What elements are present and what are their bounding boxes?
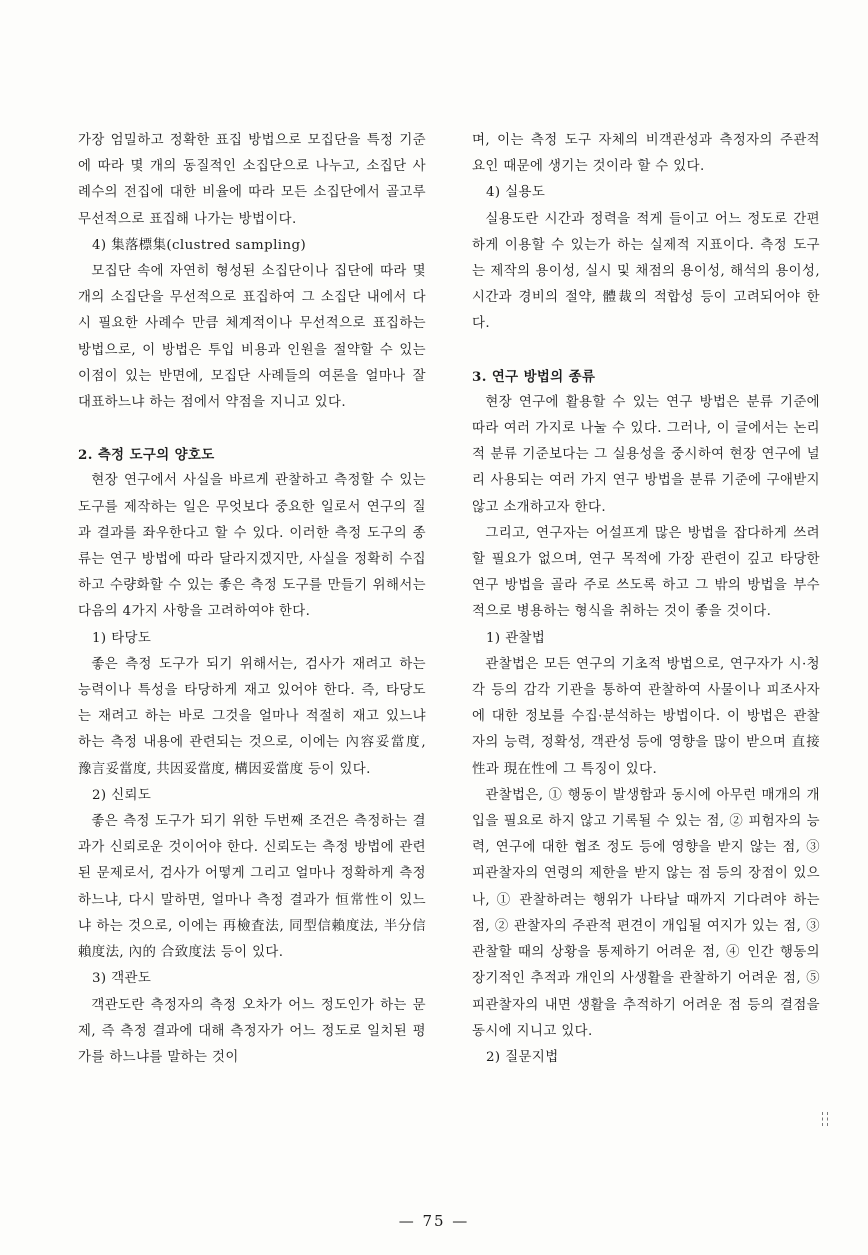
paragraph: 실용도란 시간과 정력을 적게 들이고 어느 정도로 간편하게 이용할 수 있는가 하는 실제적 지표이다. 측정 도구는 제작의 용이성, 실시 및 채점의 용이성, 해석의 용이성, 시간과 경비의 절약, 體裁의 적합성 등이 고려되어야 한다.: [472, 211, 820, 332]
left-column: [78, 128, 426, 1071]
paragraph: 가장 엄밀하고 정확한 표집 방법으로 모집단을 특정 기준에 따라 몇 개의 동질적인 소집단으로 나누고, 소집단 사례수의 전집에 대한 비율에 따라 모든 소집단에서 골고루 무선적으로 표집해 나가는 방법이다.: [78, 133, 426, 227]
subsection-title: 4) 集落標集(clustred sampling): [92, 237, 307, 253]
subsection-title: 4) 실용도: [486, 185, 546, 201]
paragraph: 관찰법은 모든 연구의 기초적 방법으로, 연구자가 시·청각 등의 감각 기관을 통하여 관찰하여 사물이나 피조사자에 대한 정보를 수집·분석하는 방법이다. 이 방법은 관찰자의 능력, 정확성, 객관성 등에 영향을 많이 받으며 直接性과 現在性에 그 특징이 있다.: [472, 656, 820, 777]
binding-mark: [822, 1112, 828, 1126]
subsection-title: 3) 객관도: [92, 971, 152, 987]
paragraph: 현장 연구에 활용할 수 있는 연구 방법은 분류 기준에 따라 여러 가지로 나눌 수 있다. 그러나, 이 글에서는 논리적 분류 기준보다는 그 실용성을 중시하여 현장 연구에 널리 사용되는 여러 가지 연구 방법을 분류 기준에 구애받지 않고 소개하고자 한다.: [472, 394, 820, 515]
paragraph: 현장 연구에서 사실을 바르게 관찰하고 측정할 수 있는 도구를 제작하는 일은 무엇보다 중요한 일로서 연구의 질과 결과를 좌우한다고 할 수 있다. 이러한 측정 도구의 종류는 연구 방법에 따라 달라지겠지만, 사실을 정확히 수집하고 수량화할 수 있는 좋은 측정 도구를 만들기 위해서는 다음의 4가지 사항을 고려하여야 한다.: [78, 473, 426, 620]
paragraph: 며, 이는 측정 도구 자체의 비객관성과 측정자의 주관적 요인 때문에 생기는 것이라 할 수 있다.: [472, 133, 820, 175]
subsection-title: 2) 질문지법: [486, 1049, 559, 1065]
section-heading: 2. 측정 도구의 양호도: [78, 447, 215, 464]
subsection-title: 1) 타당도: [92, 630, 152, 646]
paragraph: 객관도란 측정자의 측정 오차가 어느 정도인가 하는 문제, 즉 측정 결과에 대해 측정자가 어느 정도로 일치된 평가를 하느냐를 말하는 것이: [78, 997, 426, 1065]
paragraph: 관찰법은, ① 행동이 발생함과 동시에 아무런 매개의 개입을 필요로 하지 않고 기록될 수 있는 점, ② 피험자의 능력, 연구에 대한 협조 정도 등에 영향을 받지 않는 점, ③ 피관찰자의 연령의 제한을 받지 않는 점 등의 장점이 있으나, ① 관찰하려는 행위가 나타날 때까지 기다려야 하는 점, ② 관찰자의 주관적 편견이 개입될 여지가 있는 점, ③ 관찰할 때의 상황을 통제하기 어려운 점, ④ 인간 행동의 장기적인 추적과 개인의 사생활을 관찰하기 어려운 점, ⑤ 피관찰자의 내면 생활을 추적하기 어려운 점 등의 결점을 동시에 지니고 있다.: [472, 787, 820, 1039]
page-number: — 75 —: [398, 1212, 470, 1230]
paragraph: 좋은 측정 도구가 되기 위한 두번째 조건은 측정하는 결과가 신뢰로운 것이어야 한다. 신뢰도는 측정 방법에 관련된 문제로서, 검사가 어떻게 그리고 얼마나 정확하게 측정하느냐, 다시 말하면, 얼마나 측정 결과가 恒常性이 있느냐 하는 것으로, 이에는 再檢査法, 同型信賴度法, 半分信賴度法, 內的 合致度法 등이 있다.: [78, 814, 426, 961]
section-heading: 3. 연구 방법의 종류: [472, 368, 596, 385]
paragraph: 좋은 측정 도구가 되기 위해서는, 검사가 재려고 하는 능력이나 특성을 타당하게 재고 있어야 한다. 즉, 타당도는 재려고 하는 바로 그것을 얼마나 적절히 재고 있느냐 하는 측정 내용에 관련되는 것으로, 이에는 內容妥當度, 豫言妥當度, 共因妥當度, 構因妥當度 등이 있다.: [78, 656, 426, 777]
paragraph: 모집단 속에 자연히 형성된 소집단이나 집단에 따라 몇 개의 소집단을 무선적으로 표집하여 그 소집단 내에서 다시 필요한 사례수 만큼 체계적이나 무선적으로 표집하는 방법으로, 이 방법은 투입 비용과 인원을 절약할 수 있는 이점이 있는 반면에, 모집단 사례들의 여론을 얼마나 잘 대표하느냐 하는 점에서 약점을 지니고 있다.: [78, 264, 426, 411]
subsection-title: 1) 관찰법: [486, 630, 546, 646]
subsection-title: 2) 신뢰도: [92, 787, 152, 803]
paragraph: 그리고, 연구자는 어설프게 많은 방법을 잡다하게 쓰려할 필요가 없으며, 연구 목적에 가장 관련이 깊고 타당한 연구 방법을 골라 주로 쓰도록 하고 그 밖의 방법을 부수적으로 병용하는 형식을 취하는 것이 좋을 것이다.: [472, 525, 820, 620]
right-column: [472, 128, 820, 1071]
